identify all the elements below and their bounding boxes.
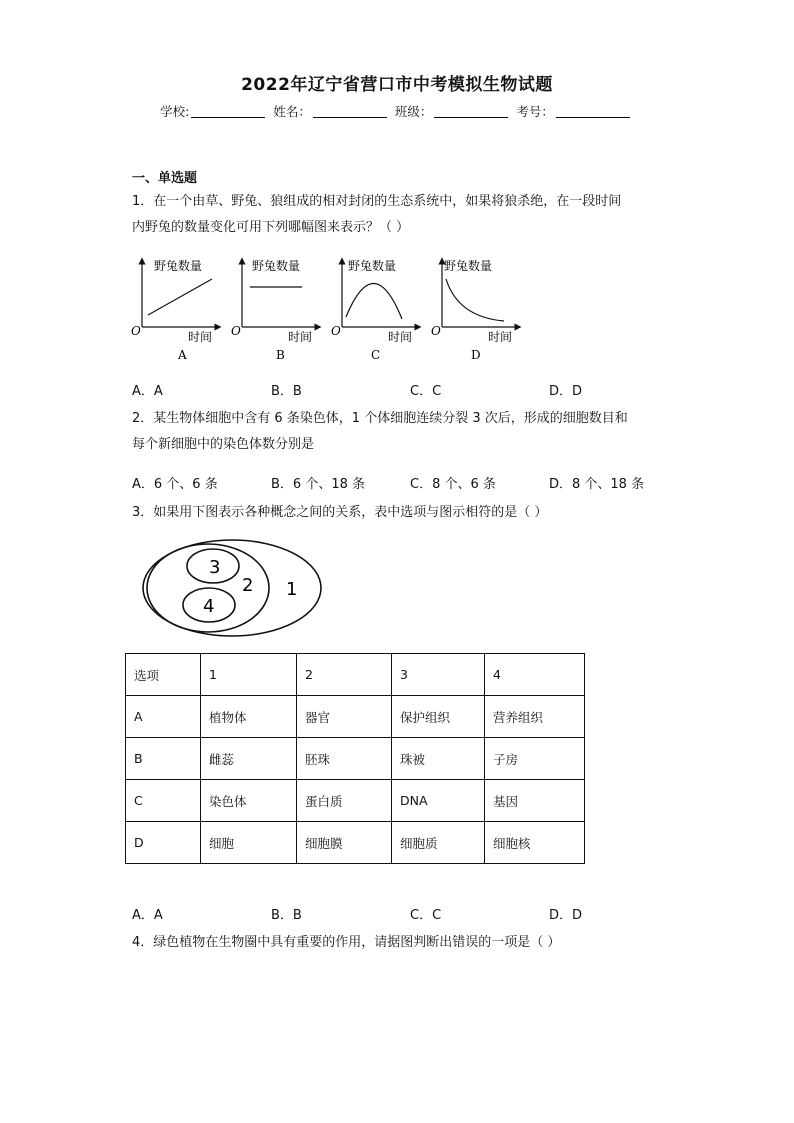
table-cell: 细胞膜 xyxy=(297,822,392,864)
section-heading: 一、单选题 xyxy=(132,171,198,186)
table-cell: 营养组织 xyxy=(485,696,585,738)
question-4-line-1: 4．绿色植物在生物圈中具有重要的作用，请据图判断出错误的一项是（ ） xyxy=(132,935,561,950)
question-1-line-1: 1．在一个由草、野兔、狼组成的相对封闭的生态系统中，如果将狼杀绝，在一段时间 xyxy=(132,194,622,209)
table-header-cell: 3 xyxy=(392,654,485,696)
table-cell: 珠被 xyxy=(392,738,485,780)
graph-c-origin: O xyxy=(331,324,341,338)
question-3-line-1: 3．如果用下图表示各种概念之间的关系，表中选项与图示相符的是（ ） xyxy=(132,505,548,520)
student-info-line xyxy=(0,102,794,120)
table-cell: 蛋白质 xyxy=(297,780,392,822)
table-cell: A xyxy=(126,696,201,738)
table-cell: 器官 xyxy=(297,696,392,738)
graph-c-curve xyxy=(346,283,402,319)
question-1-option-d[interactable]: D．D xyxy=(549,384,583,399)
graph-d-letter: D xyxy=(471,348,481,362)
graph-a-ylabel: 野兔数量 xyxy=(154,259,203,273)
table-cell: B xyxy=(126,738,201,780)
ellipse-1-label: 1 xyxy=(286,579,298,600)
question-3-option-a[interactable]: A．A xyxy=(132,908,163,923)
question-3-option-d[interactable]: D．D xyxy=(549,908,583,923)
question-1-option-c[interactable]: C．C xyxy=(410,384,442,399)
graph-d-ylabel: 野兔数量 xyxy=(444,259,493,273)
graph-b-letter: B xyxy=(276,348,285,362)
graph-d xyxy=(431,258,518,362)
question-2-option-a[interactable]: A．6 个、6 条 xyxy=(132,477,218,492)
question-2-line-1: 2．某生物体细胞中含有 6 条染色体，1 个体细胞连续分裂 3 次后，形成的细胞数目和 xyxy=(132,411,628,426)
concept-diagram xyxy=(140,538,330,642)
table-row xyxy=(126,780,585,822)
question-3-option-b[interactable]: B．B xyxy=(271,908,302,923)
exam-number-blank[interactable] xyxy=(556,105,630,118)
table-cell: D xyxy=(126,822,201,864)
table-row xyxy=(126,822,585,864)
ellipse-2-label: 2 xyxy=(242,575,254,596)
table-header-row xyxy=(126,654,585,696)
ellipse-4-label: 4 xyxy=(203,596,215,617)
table-row xyxy=(126,738,585,780)
table-cell: 细胞质 xyxy=(392,822,485,864)
table-cell: 植物体 xyxy=(201,696,297,738)
question-1-line-2: 内野兔的数量变化可用下列哪幅图来表示？（ ） xyxy=(132,220,410,235)
table-header-cell: 选项 xyxy=(126,654,201,696)
graph-b-ylabel: 野兔数量 xyxy=(252,259,301,273)
question-3 xyxy=(132,500,672,526)
question-3-option-c[interactable]: C．C xyxy=(410,908,442,923)
table-row xyxy=(126,696,585,738)
school-blank[interactable] xyxy=(191,105,265,118)
page-title: 2022年辽宁省营口市中考模拟生物试题 xyxy=(241,75,553,95)
table-cell: 雌蕊 xyxy=(201,738,297,780)
graph-a-xlabel: 时间 xyxy=(188,330,213,344)
table-cell: 保护组织 xyxy=(392,696,485,738)
table-cell: C xyxy=(126,780,201,822)
graph-c-ylabel: 野兔数量 xyxy=(348,259,397,273)
graph-c-xlabel: 时间 xyxy=(388,330,413,344)
question-1-graphs xyxy=(128,255,528,365)
table-cell: 基因 xyxy=(485,780,585,822)
graph-b-xlabel: 时间 xyxy=(288,330,313,344)
table-cell: 染色体 xyxy=(201,780,297,822)
table-cell: 细胞 xyxy=(201,822,297,864)
table-cell: 细胞核 xyxy=(485,822,585,864)
name-blank[interactable] xyxy=(313,105,387,118)
graph-a-origin: O xyxy=(131,324,141,338)
table-cell: 胚珠 xyxy=(297,738,392,780)
graph-b-origin: O xyxy=(231,324,241,338)
table-header-cell: 1 xyxy=(201,654,297,696)
table-header-cell: 4 xyxy=(485,654,585,696)
school-label: 学校: xyxy=(160,104,190,119)
question-2-line-2: 每个新细胞中的染色体数分别是 xyxy=(132,437,315,452)
table-cell: 子房 xyxy=(485,738,585,780)
graph-d-xlabel: 时间 xyxy=(488,330,513,344)
graph-d-origin: O xyxy=(431,324,441,338)
question-1 xyxy=(132,189,672,241)
graph-a-line xyxy=(148,279,212,315)
table-cell: DNA xyxy=(392,780,485,822)
graph-d-curve xyxy=(446,279,504,321)
question-2-option-c[interactable]: C．8 个、6 条 xyxy=(410,477,496,492)
ellipse-3-label: 3 xyxy=(209,557,221,578)
exam-number-label: 考号： xyxy=(516,104,554,119)
table-header-cell: 2 xyxy=(297,654,392,696)
graph-b xyxy=(231,258,318,362)
class-label: 班级： xyxy=(394,104,433,119)
class-blank[interactable] xyxy=(434,105,508,118)
graph-c xyxy=(331,258,418,362)
question-3-table xyxy=(125,653,585,864)
question-2-option-d[interactable]: D．8 个、18 条 xyxy=(549,477,645,492)
graph-a-letter: A xyxy=(178,348,187,362)
question-2 xyxy=(132,406,672,458)
question-4 xyxy=(132,930,672,956)
question-1-option-a[interactable]: A．A xyxy=(132,384,163,399)
question-1-option-b[interactable]: B．B xyxy=(271,384,302,399)
graph-a xyxy=(131,258,218,362)
graph-c-letter: C xyxy=(371,348,381,362)
name-label: 姓名： xyxy=(273,104,311,119)
question-2-option-b[interactable]: B．6 个、18 条 xyxy=(271,477,365,492)
